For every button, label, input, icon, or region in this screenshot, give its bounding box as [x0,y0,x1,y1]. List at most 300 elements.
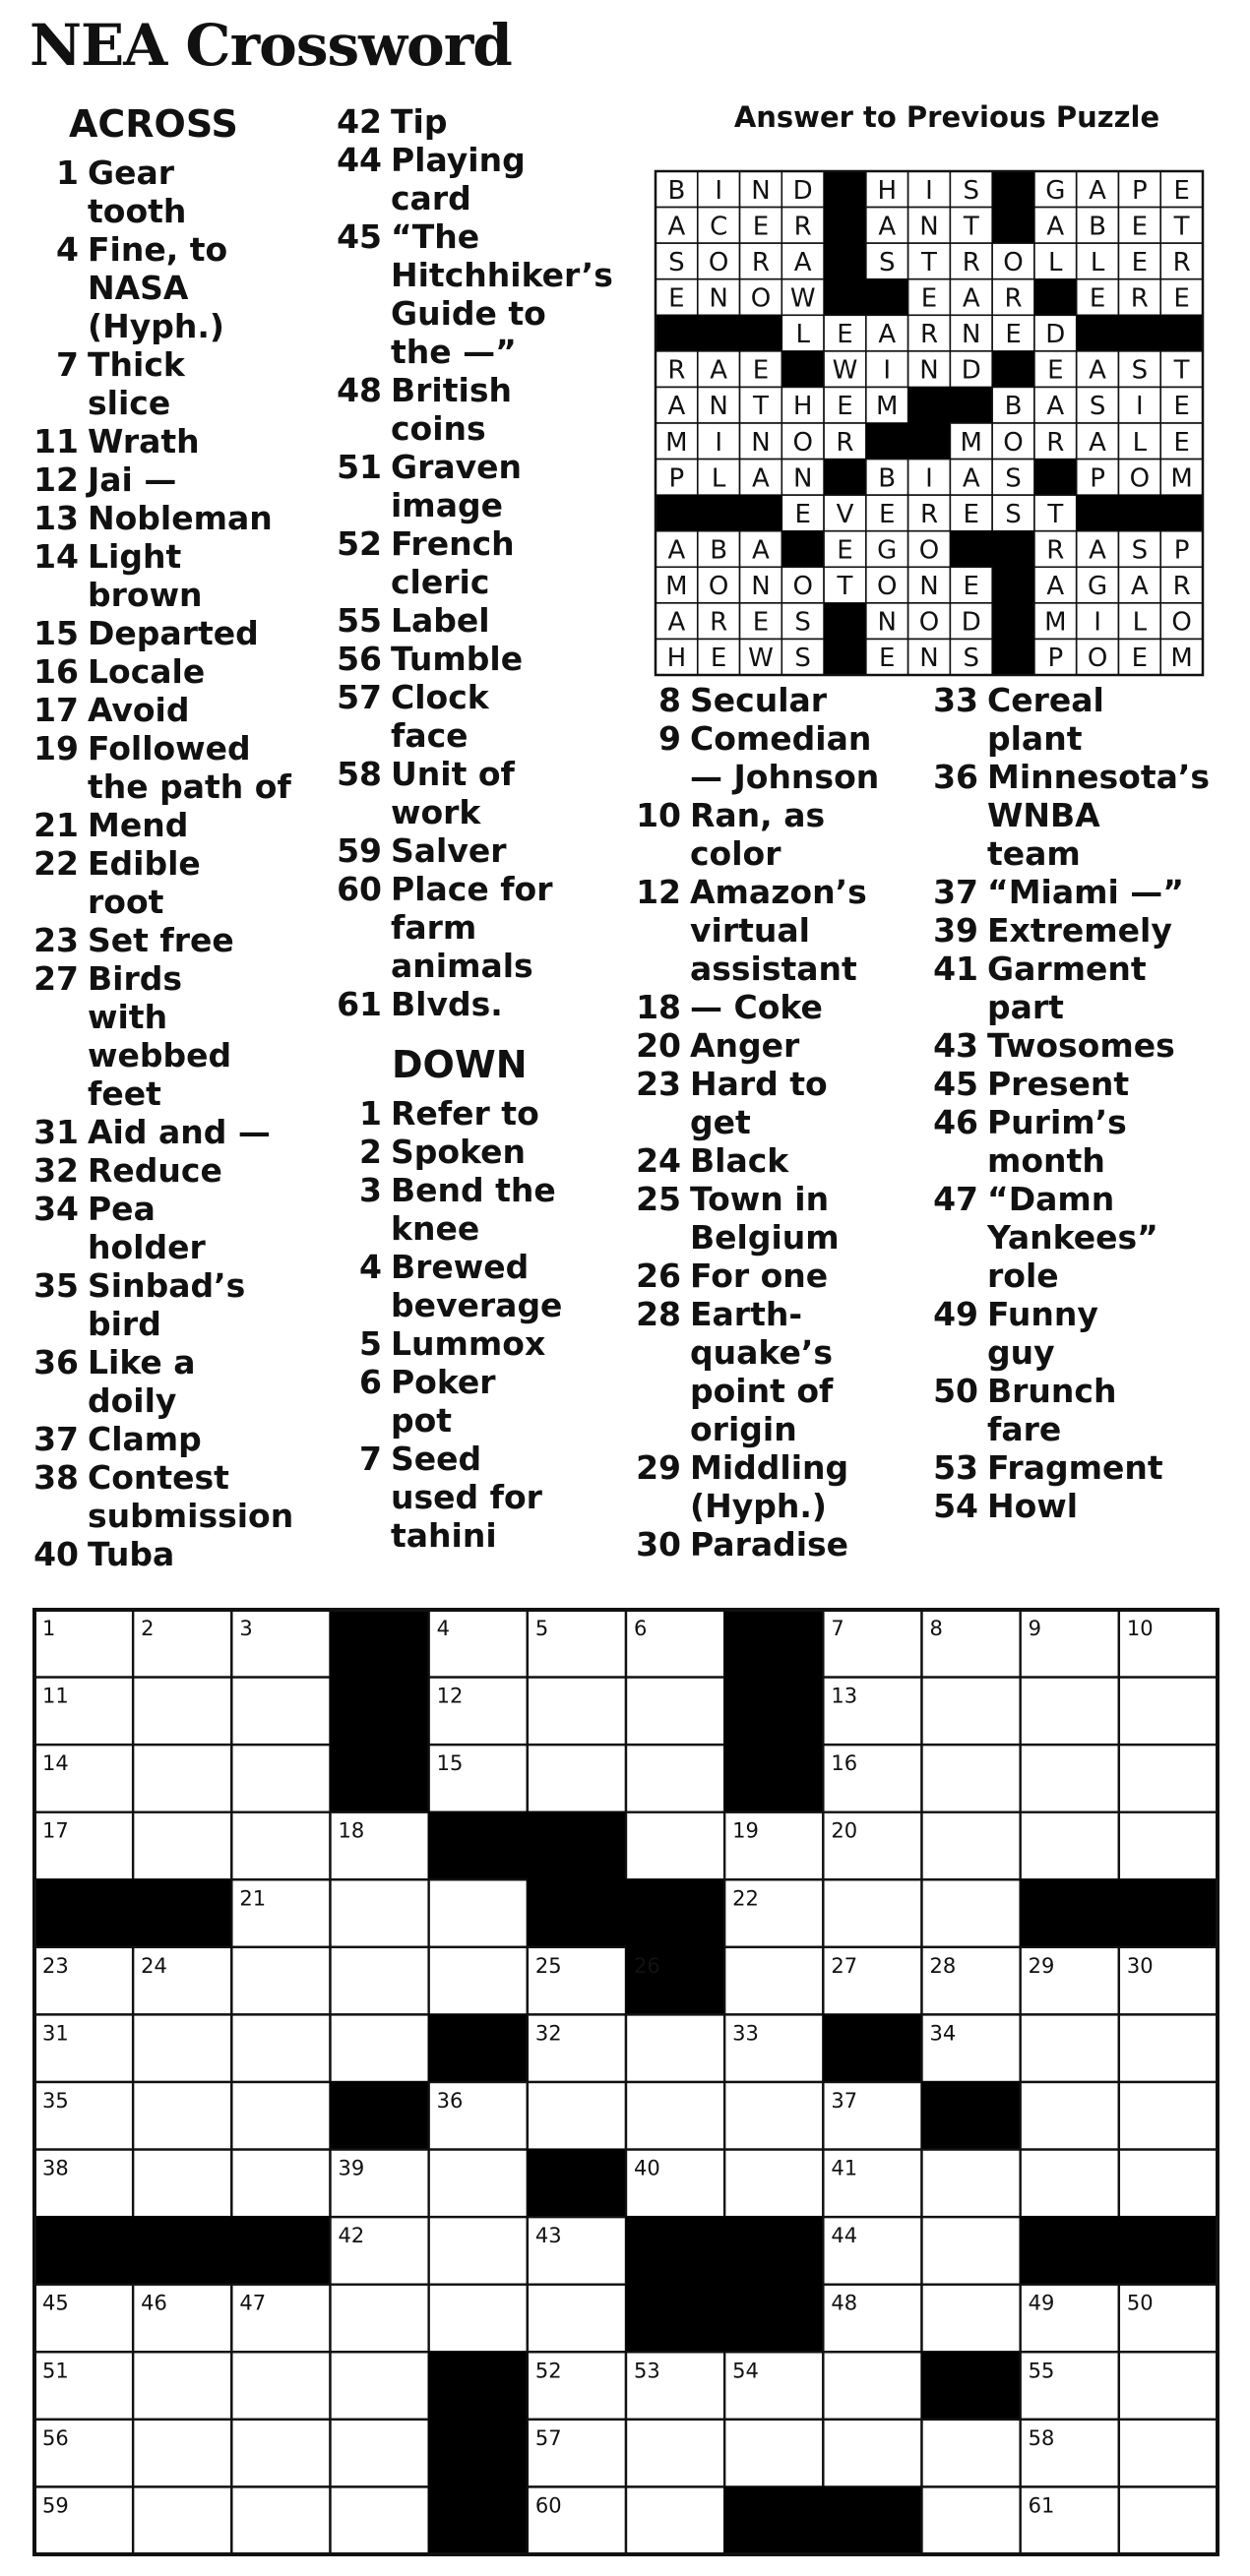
cell-number: 41 [831,2156,858,2180]
grid-cell[interactable] [922,2486,1021,2554]
grid-cell[interactable] [1119,2014,1218,2082]
down-clue-29 [626,1448,879,1525]
across-clue-55 [327,601,613,640]
grid-cell[interactable] [922,2420,1021,2487]
black-square [724,1610,824,1679]
answer-letter: A [1046,392,1065,422]
answer-letter: N [709,392,728,422]
grid-cell[interactable] [626,2082,724,2150]
answer-letter: R [1172,247,1191,277]
answer-letter: O [876,572,898,602]
answer-letter: R [793,212,812,242]
grid-cell[interactable] [331,1947,429,2015]
cell-number: 38 [42,2156,69,2180]
answer-letter: R [919,499,939,529]
clue-text: Present [987,1065,1130,1103]
grid-cell[interactable] [231,2150,330,2218]
black-square [781,351,824,388]
black-square [866,279,908,316]
grid-cell[interactable] [331,2285,429,2353]
down-clue-3 [327,1171,562,1248]
cell-number: 51 [42,2359,69,2383]
grid-cell[interactable] [626,1678,724,1746]
clue-number: 24 [636,1141,681,1180]
clue-text: Bend the knee [391,1171,556,1248]
grid-cell[interactable] [1021,2082,1119,2150]
answer-letter: E [1173,283,1190,314]
clue-text: Graven image [391,448,523,524]
cell-number: 25 [534,1953,562,1978]
clue-text: Light brown [88,537,203,614]
clue-text: Earth- quake’s point of origin [690,1295,834,1448]
grid-cell[interactable] [1021,2014,1119,2082]
grid-cell[interactable] [823,2352,921,2420]
previous-puzzle-title: Answer to Previous Puzzle [733,100,1160,134]
grid-cell[interactable] [922,1879,1021,1947]
grid-cell[interactable] [231,1812,330,1880]
cell-number: 55 [1028,2359,1055,2383]
answer-letter: I [883,355,892,386]
clue-number: 8 [658,681,681,719]
black-square [824,460,866,496]
clue-number: 43 [933,1026,978,1065]
cell-number: 11 [42,1684,69,1708]
clue-column [327,102,613,1023]
across-clue-38 [30,1458,293,1535]
clue-number: 33 [933,681,978,719]
grid-cell[interactable] [922,2150,1021,2218]
answer-letter: E [1047,355,1064,386]
clue-text: Tuba [88,1535,175,1573]
clue-number: 7 [56,345,79,384]
down-clue-23 [626,1065,879,1141]
black-square [823,2014,922,2083]
answer-letter: N [751,427,771,458]
answer-letter: O [1171,607,1192,638]
answer-letter: W [832,355,858,386]
cell-number: 9 [1028,1617,1042,1640]
answer-letter: E [963,572,979,602]
black-square [1160,495,1203,531]
cell-number: 26 [634,1953,660,1978]
black-square [330,1745,429,1813]
clue-text: Jai — [88,460,177,499]
grid-cell[interactable] [1119,2420,1218,2487]
across-clue-56 [327,640,613,678]
down-clue-45 [923,1065,1210,1103]
black-square [656,315,698,351]
answer-letter: S [1131,355,1149,386]
clue-number: 45 [933,1065,978,1103]
grid-cell[interactable] [1021,1678,1119,1746]
clue-text: British coins [391,371,512,448]
cell-number: 56 [42,2425,69,2450]
black-square [1118,495,1160,531]
answer-letter: O [708,247,729,277]
clue-text: Seed used for tahini [391,1440,542,1555]
clue-text: Cereal plant [987,681,1104,758]
answer-letter: A [1089,175,1106,206]
black-square [527,1811,626,1880]
answer-letter: L [1090,247,1105,277]
clue-number: 21 [33,806,79,844]
across-clue-12 [30,460,293,499]
clue-column [327,1094,562,1555]
answer-letter: A [1089,355,1106,386]
across-clue-27 [30,959,293,1113]
grid-cell[interactable] [922,2285,1021,2353]
clue-number: 23 [33,921,79,959]
cell-number: 57 [534,2425,562,2450]
grid-cell[interactable] [528,2285,626,2353]
grid-cell[interactable] [823,2420,921,2487]
clue-number: 1 [359,1094,382,1133]
down-clue-41 [923,950,1210,1026]
clue-text: Tumble [391,640,524,678]
grid-cell[interactable] [133,2014,231,2082]
cell-number: 54 [732,2359,759,2383]
black-square [921,2082,1021,2151]
grid-cell[interactable] [626,1812,724,1880]
black-square [992,603,1034,640]
grid-cell[interactable] [724,2082,823,2150]
clue-number: 20 [636,1026,681,1065]
clue-text: Birds with webbed feet [88,959,232,1113]
clue-text: Edible root [88,844,201,921]
grid-cell[interactable] [1119,2082,1218,2150]
grid-cell[interactable] [922,1812,1021,1880]
grid-cell[interactable] [1021,1812,1119,1880]
clue-number: 19 [33,729,79,767]
cell-number: 23 [42,1953,69,1978]
black-square [824,243,866,279]
answer-letter: S [794,644,811,674]
clue-text: Set free [88,921,234,959]
down-clue-39 [923,911,1210,950]
clue-number: 9 [658,719,681,758]
black-square [724,2217,824,2286]
across-clue-35 [30,1266,293,1343]
grid-cell[interactable] [922,1745,1021,1812]
black-square [992,351,1034,388]
clue-text: Extremely [987,911,1172,950]
clue-text: Purim’s month [987,1103,1127,1180]
grid-cell[interactable] [133,1812,231,1880]
cell-number: 47 [239,2291,267,2315]
grid-cell[interactable] [429,1879,528,1947]
answer-letter: L [1132,607,1148,638]
answer-letter: A [878,212,897,242]
answer-letter: I [925,175,933,206]
cell-number: 21 [239,1886,267,1911]
answer-letter: A [667,535,686,566]
answer-letter: S [1005,463,1022,494]
answer-letter: E [710,644,727,674]
black-square [992,208,1034,244]
grid-cell[interactable] [133,1678,231,1746]
cell-number: 15 [436,1751,464,1776]
answer-letter: B [710,535,728,566]
clue-number: 54 [933,1487,978,1525]
grid-cell[interactable] [231,2082,330,2150]
across-clue-23 [30,921,293,959]
grid-cell[interactable] [133,2082,231,2150]
answer-letter: M [1170,644,1193,674]
down-clue-26 [626,1257,879,1295]
grid-cell[interactable] [823,1879,921,1947]
down-clue-2 [327,1133,562,1171]
black-square [1020,1879,1119,1948]
clue-text: Clock face [391,678,489,755]
grid-cell[interactable] [1119,1678,1218,1746]
grid-cell[interactable] [133,2420,231,2487]
grid-cell[interactable] [429,2150,528,2218]
clue-number: 53 [933,1448,978,1487]
black-square [1020,2217,1119,2286]
grid-cell[interactable] [528,1745,626,1812]
clue-column [626,681,879,1564]
black-square [428,2419,528,2487]
answer-letter: G [877,535,898,566]
clue-text: Garment part [987,950,1147,1026]
answer-letter: N [877,607,897,638]
previous-puzzle-grid [654,169,1205,677]
clue-number: 7 [359,1440,382,1478]
grid-cell[interactable] [922,1678,1021,1746]
answer-letter: P [668,463,685,494]
black-square [1118,1879,1218,1948]
answer-letter: C [710,212,728,242]
grid-cell[interactable] [724,2150,823,2218]
clue-number: 4 [56,230,79,269]
answer-letter: O [1003,427,1024,458]
answer-letter: P [1132,175,1148,206]
grid-cell[interactable] [1119,1812,1218,1880]
answer-letter: O [792,572,813,602]
grid-cell[interactable] [331,1879,429,1947]
answer-letter: I [1094,607,1101,638]
clue-number: 16 [33,652,79,691]
answer-letter: I [1136,392,1144,422]
answer-letter: I [715,175,722,206]
answer-letter: E [752,607,770,638]
black-square [1077,315,1119,351]
black-square [34,1879,134,1948]
cell-number: 13 [831,1684,858,1708]
cell-number: 60 [534,2493,562,2518]
answer-letter: E [1173,392,1190,422]
grid-cell[interactable] [133,1745,231,1812]
grid-cell[interactable] [231,1678,330,1746]
answer-letter: S [963,175,980,206]
grid-cell[interactable] [922,2217,1021,2285]
grid-cell[interactable] [231,1745,330,1812]
answer-letter: A [752,535,770,566]
clue-number: 10 [636,796,681,834]
clue-number: 26 [636,1257,681,1295]
answer-letter: A [878,320,897,350]
grid-cell[interactable] [231,2420,330,2487]
grid-cell[interactable] [528,2082,626,2150]
across-clue-37 [30,1420,293,1458]
answer-letter: W [748,644,774,674]
answer-letter: E [837,320,853,350]
grid-cell[interactable] [429,2217,528,2285]
grid-cell[interactable] [1021,2150,1119,2218]
black-square [1160,315,1203,351]
grid-cell[interactable] [331,2420,429,2487]
clue-number: 59 [337,831,382,870]
clue-number: 56 [337,640,382,678]
answer-letter: E [963,499,979,529]
black-square [740,495,782,531]
clue-number: 57 [337,678,382,716]
answer-letter: O [1087,644,1108,674]
clue-number: 41 [933,950,978,988]
grid-cell[interactable] [231,2014,330,2082]
answer-letter: A [1089,535,1106,566]
black-square [824,208,866,244]
answer-letter: R [836,427,854,458]
grid-cell[interactable] [1119,2352,1218,2420]
grid-cell[interactable] [231,2486,330,2554]
cell-number: 40 [634,2156,660,2180]
grid-cell[interactable] [133,2150,231,2218]
clue-number: 28 [636,1295,681,1333]
clue-number: 15 [33,614,79,652]
down-clue-49 [923,1295,1210,1372]
answer-letter: R [919,320,939,350]
black-square [133,2217,232,2286]
grid-cell[interactable] [724,2420,823,2487]
answer-letter: M [960,427,982,458]
clue-text: Spoken [391,1133,526,1171]
cell-number: 20 [831,1818,858,1843]
grid-cell[interactable] [331,2352,429,2420]
grid-cell[interactable] [133,2486,231,2554]
grid-cell[interactable] [1119,2486,1218,2554]
clue-text: Paradise [690,1525,849,1564]
clue-column [923,681,1210,1525]
grid-cell[interactable] [626,2420,724,2487]
answer-letter: M [1170,463,1193,494]
clue-number: 45 [337,217,382,256]
grid-cell[interactable] [231,1947,330,2015]
down-clue-4 [327,1248,562,1324]
answer-letter: R [1004,283,1023,314]
clue-text: Like a doily [88,1343,196,1420]
cell-number: 34 [929,2021,957,2046]
black-square [992,639,1034,675]
answer-letter: A [710,355,728,386]
black-square [908,387,951,423]
grid-cell[interactable] [429,2285,528,2353]
answer-letter: E [879,644,896,674]
clue-number: 13 [33,499,79,537]
grid-cell[interactable] [626,2486,724,2554]
across-clue-22 [30,844,293,921]
answer-letter: E [1089,283,1106,314]
clue-number: 60 [337,870,382,908]
grid-cell[interactable] [429,1947,528,2015]
clue-number: 27 [33,959,79,998]
black-square [428,2014,528,2083]
crossword-grid[interactable] [31,1607,1220,2557]
answer-letter: P [1173,535,1190,566]
answer-letter: B [878,463,897,494]
grid-cell[interactable] [528,1678,626,1746]
clue-number: 52 [337,524,382,563]
grid-cell[interactable] [1021,1745,1119,1812]
across-clue-36 [30,1343,293,1420]
grid-cell[interactable] [331,2486,429,2554]
answer-letter: L [1132,427,1148,458]
clue-text: “The Hitchhiker’s Guide to the —” [391,217,613,371]
clue-number: 37 [33,1420,79,1458]
black-square [724,2486,824,2555]
clue-text: Lummox [391,1324,546,1363]
answer-letter: T [752,392,769,422]
answer-letter: A [752,463,770,494]
grid-cell[interactable] [724,1947,823,2015]
across-clue-58 [327,755,613,831]
answer-letter: T [837,572,853,602]
black-square [823,2486,922,2555]
black-square [656,495,698,531]
clue-number: 34 [33,1190,79,1228]
clue-number: 35 [33,1266,79,1305]
clue-number: 39 [933,911,978,950]
cell-number: 33 [732,2021,759,2046]
answer-letter: O [750,283,772,314]
cell-number: 19 [732,1818,759,1843]
clue-number: 18 [636,988,681,1026]
grid-cell[interactable] [231,2352,330,2420]
clue-text: Label [391,601,490,640]
clue-number: 4 [359,1248,382,1286]
clue-text: “Damn Yankees” role [987,1180,1158,1295]
down-clue-47 [923,1180,1210,1295]
grid-cell[interactable] [626,1745,724,1812]
across-clue-61 [327,985,613,1023]
clue-text: Thick slice [88,345,185,422]
grid-cell[interactable] [133,2352,231,2420]
cell-number: 2 [141,1617,155,1640]
black-square [950,531,992,568]
clue-text: Mend [88,806,189,844]
clue-text: For one [690,1257,829,1295]
across-clue-4 [30,230,293,345]
across-clue-32 [30,1151,293,1190]
grid-cell[interactable] [1119,1745,1218,1812]
across-clue-13 [30,499,293,537]
clue-text: Playing card [391,141,526,217]
answer-letter: D [961,607,981,638]
cell-number: 31 [42,2021,69,2046]
answer-letter: M [1044,607,1067,638]
clue-number: 50 [933,1372,978,1410]
answer-letter: W [789,283,816,314]
clue-number: 6 [359,1363,382,1401]
down-clue-10 [626,796,879,873]
grid-cell[interactable] [626,2014,724,2082]
black-square [950,387,992,423]
clue-number: 5 [359,1324,382,1363]
grid-cell[interactable] [1119,2150,1218,2218]
grid-cell[interactable] [331,2014,429,2082]
clue-number: 58 [337,755,382,793]
clue-text: Blvds. [391,985,503,1023]
